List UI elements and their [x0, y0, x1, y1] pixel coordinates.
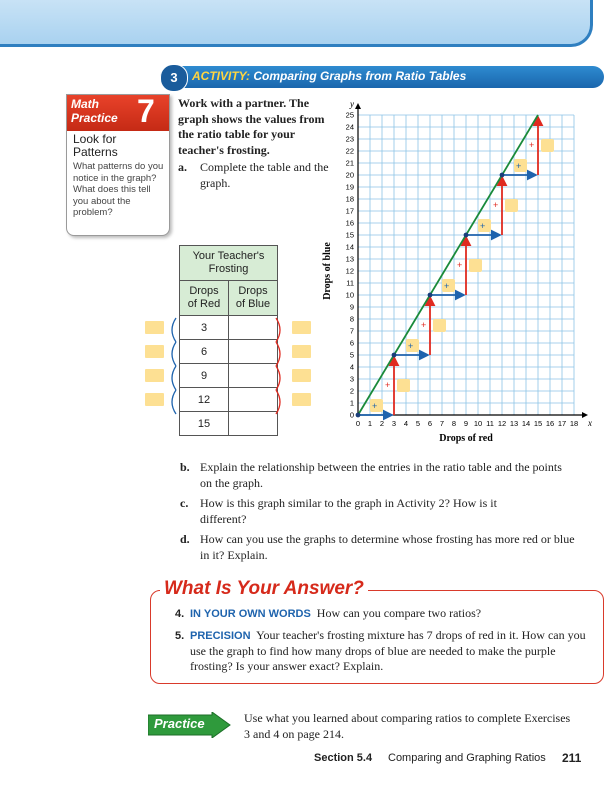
y-axis-label: Drops of blue	[322, 242, 333, 300]
sticky-note	[433, 319, 446, 332]
right-arrow	[276, 318, 280, 342]
left-arrow	[172, 318, 176, 342]
sticky-note	[292, 393, 311, 406]
plus-sign: +	[385, 380, 391, 390]
y-tick-label: 19	[345, 182, 354, 192]
y-tick-label: 18	[345, 194, 354, 204]
x-axis-letter: x	[588, 418, 592, 428]
y-tick-label: 23	[345, 134, 354, 144]
sticky-note	[145, 345, 164, 358]
x-tick-label: 10	[473, 419, 483, 428]
question-d-letter: d.	[180, 532, 190, 546]
sticky-note	[505, 199, 518, 212]
data-point	[464, 233, 469, 238]
sticky-note	[292, 321, 311, 334]
col-red-line2: of Red	[187, 298, 221, 310]
question-b-letter: b.	[180, 460, 190, 474]
x-tick-label: 6	[427, 419, 433, 428]
activity-title-text: Comparing Graphs from Ratio Tables	[253, 69, 467, 83]
x-tick-label: 16	[545, 419, 555, 428]
activity-title	[192, 69, 466, 83]
table-row	[180, 388, 278, 412]
plus-sign: +	[444, 281, 450, 291]
col-header-blue	[229, 281, 278, 316]
blue-cell-blank	[229, 340, 278, 364]
y-tick-label: 3	[349, 374, 354, 384]
y-tick-label: 14	[345, 242, 354, 252]
col-red-line1: Drops	[189, 285, 219, 297]
x-tick-label: 7	[439, 419, 445, 428]
y-tick-label: 16	[345, 218, 354, 228]
ratio-line	[358, 115, 538, 415]
table-title	[180, 246, 278, 281]
y-tick-label: 15	[345, 230, 354, 240]
table-row	[180, 340, 278, 364]
footer-title: Comparing and Graphing Ratios	[388, 752, 546, 764]
plus-sign: +	[457, 260, 463, 270]
x-tick-label: 12	[497, 419, 507, 428]
question-c-letter: c.	[180, 496, 189, 510]
activity-label: ACTIVITY:	[192, 69, 251, 83]
math-practice-number: 7	[137, 93, 155, 129]
y-tick-label: 13	[345, 254, 354, 264]
q5-keyword: PRECISION	[190, 630, 251, 642]
y-tick-label: 2	[349, 386, 354, 396]
y-tick-label: 7	[349, 326, 354, 336]
red-cell: 9	[180, 364, 229, 388]
ratio-graph	[318, 100, 612, 445]
math-practice-label-line2: Practice	[71, 111, 118, 125]
sticky-note	[397, 379, 410, 392]
y-tick-label: 1	[349, 398, 354, 408]
plus-sign: +	[372, 401, 378, 411]
right-arrow	[276, 342, 280, 366]
x-tick-label: 0	[355, 419, 361, 428]
y-tick-label: 12	[345, 266, 354, 276]
table-title-line1: Your Teacher's	[192, 250, 265, 262]
y-tick-label: 9	[349, 302, 354, 312]
x-tick-label: 18	[569, 419, 579, 428]
x-tick-label: 9	[463, 419, 469, 428]
x-tick-label: 8	[451, 419, 457, 428]
y-axis-letter: y	[350, 100, 354, 109]
table-row	[180, 364, 278, 388]
data-point	[500, 173, 505, 178]
sticky-note	[145, 369, 164, 382]
right-step-arrows	[272, 310, 292, 420]
math-practice-subtitle	[73, 133, 163, 159]
page-number: 211	[562, 751, 582, 765]
left-arrow	[172, 390, 176, 414]
math-practice-sub-line1: Look for	[73, 132, 117, 146]
q4-keyword: IN YOUR OWN WORDS	[190, 608, 311, 620]
left-arrow	[172, 342, 176, 366]
math-practice-sub-line2: Patterns	[73, 145, 118, 159]
plus-sign: +	[493, 200, 499, 210]
col-blue-line2: of Blue	[235, 298, 271, 310]
question-b-text: Explain the relationship between the entries in the ratio table and the points on the graph.	[200, 460, 562, 490]
y-tick-label: 25	[345, 110, 354, 120]
x-tick-label: 17	[557, 419, 567, 428]
y-tick-label: 24	[345, 122, 354, 132]
red-cell: 3	[180, 316, 229, 340]
data-point	[392, 353, 397, 358]
plus-sign: +	[516, 161, 522, 171]
x-tick-label: 5	[415, 419, 421, 428]
data-point	[428, 293, 433, 298]
item-a-letter: a.	[178, 160, 187, 174]
graph-marks	[356, 139, 554, 417]
red-cell: 15	[180, 412, 229, 436]
y-tick-label: 21	[345, 158, 354, 168]
math-practice-label-line1: Math	[71, 97, 99, 111]
y-tick-label: 22	[345, 146, 354, 156]
q5-number: 5.	[175, 630, 185, 642]
blue-cell-blank	[229, 316, 278, 340]
y-axis-arrowhead	[355, 103, 361, 109]
y-tick-label: 10	[345, 290, 354, 300]
intro-text: Work with a partner. The graph shows the values from the ratio table for your teacher's frosting.	[178, 96, 325, 157]
math-practice-label	[71, 97, 131, 125]
y-tick-label: 4	[349, 362, 354, 372]
x-tick-label: 3	[391, 419, 397, 428]
q5-text: Your teacher's frosting mixture has 7 drops of red in it. How can you use the graph to find how many drops of blue are needed to make the purple frosting? Is your answer exact? Explain.	[190, 628, 586, 673]
sticky-note	[145, 393, 164, 406]
x-tick-label: 15	[533, 419, 543, 428]
y-tick-label: 5	[349, 350, 354, 360]
q4-number: 4.	[175, 608, 185, 620]
x-tick-label: 2	[379, 419, 385, 428]
data-point	[356, 413, 361, 418]
q4-text: How can you compare two ratios?	[316, 606, 482, 620]
math-practice-question: What patterns do you notice in the graph? What does this tell you about the problem?	[73, 161, 164, 218]
graph-steps	[358, 115, 538, 415]
table-row	[180, 316, 278, 340]
table-title-line2: Frosting	[208, 263, 249, 275]
practice-text: Use what you learned about comparing ratios to complete Exercises 3 and 4 on page 214.	[244, 711, 571, 741]
col-header-red	[180, 281, 229, 316]
x-tick-label: 14	[521, 419, 531, 428]
x-tick-label: 4	[403, 419, 409, 428]
col-blue-line1: Drops	[238, 285, 268, 297]
x-tick-label: 1	[367, 419, 373, 428]
x-tick-label: 13	[509, 419, 519, 428]
practice-label: Practice	[154, 716, 205, 731]
item-a-text: Complete the table and the graph.	[200, 160, 329, 190]
sticky-note	[292, 345, 311, 358]
y-tick-label: 17	[345, 206, 354, 216]
right-arrow	[276, 390, 280, 414]
plus-sign: +	[408, 341, 414, 351]
question-d-text: How can you use the graphs to determine whose frosting has more red or blue in it? Explain.	[200, 532, 575, 562]
q4	[190, 606, 590, 622]
math-practice-box	[66, 94, 170, 236]
activity-number: 3	[160, 64, 188, 92]
plus-sign: +	[421, 320, 427, 330]
red-cell: 6	[180, 340, 229, 364]
blue-cell-blank	[229, 412, 278, 436]
plus-sign: +	[529, 140, 535, 150]
sticky-note	[541, 139, 554, 152]
red-cell: 12	[180, 388, 229, 412]
sticky-note	[292, 369, 311, 382]
y-tick-label: 20	[345, 170, 354, 180]
footer-section: Section 5.4	[314, 752, 373, 764]
sticky-note	[469, 259, 482, 272]
x-axis-label: Drops of red	[439, 433, 493, 444]
right-arrow	[276, 366, 280, 390]
top-banner	[0, 0, 593, 47]
y-tick-label: 0	[349, 410, 354, 420]
y-tick-label: 11	[346, 278, 354, 288]
table-row	[180, 412, 278, 436]
ratio-table	[179, 245, 278, 436]
left-arrow	[172, 366, 176, 390]
what-is-your-answer-title: What Is Your Answer?	[160, 578, 368, 600]
y-tick-label: 8	[349, 314, 354, 324]
blue-cell-blank	[229, 364, 278, 388]
plus-sign: +	[480, 221, 486, 231]
question-c-text: How is this graph similar to the graph in Activity 2? How is it different?	[200, 496, 497, 526]
q5	[190, 628, 590, 675]
blue-cell-blank	[229, 388, 278, 412]
y-tick-label: 6	[349, 338, 354, 348]
sticky-note	[145, 321, 164, 334]
x-tick-label: 11	[486, 419, 494, 428]
